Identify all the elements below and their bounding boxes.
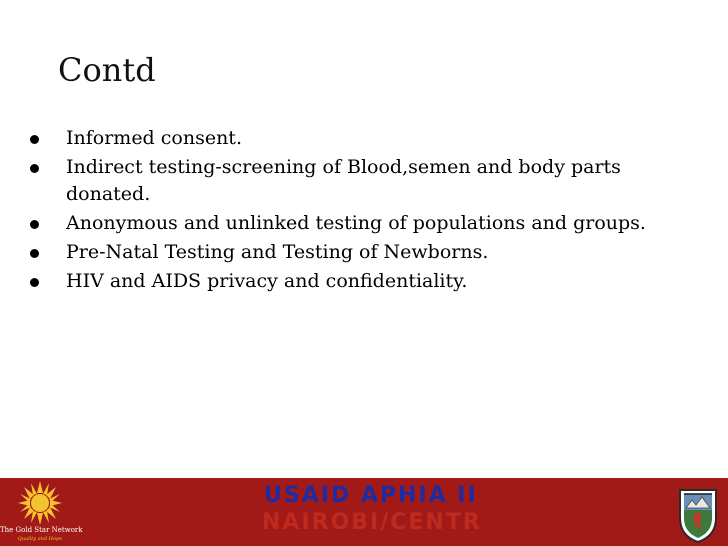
bullet-text: Indirect testing-screening of Blood,semen and body parts donated.	[66, 156, 621, 205]
bullet-text: Pre-Natal Testing and Testing of Newborns.	[66, 241, 489, 263]
bullet-dot-icon	[30, 278, 39, 287]
bullet-text: HIV and AIDS privacy and confidentiality.	[66, 270, 468, 292]
bullet-item	[28, 125, 708, 152]
footer-title-line2: NAIROBI/CENTR	[262, 510, 482, 535]
bullet-dot-icon	[30, 220, 39, 229]
bullet-dot-icon	[30, 164, 39, 173]
crest-icon	[678, 488, 718, 544]
bullet-dot-icon	[30, 249, 39, 258]
logo-name: The Gold Star Network	[0, 526, 83, 534]
bullet-item	[28, 239, 708, 266]
bullet-text: Informed consent.	[66, 127, 242, 149]
bullet-item	[28, 268, 708, 295]
bullet-item	[28, 154, 708, 208]
footer-title-line1: USAID APHIA II	[264, 483, 478, 508]
bullet-list	[28, 125, 708, 297]
bullet-text: Anonymous and unlinked testing of populations and groups.	[66, 212, 646, 234]
gold-star-logo	[0, 478, 83, 546]
sun-icon	[12, 481, 68, 527]
slide-title: Contd	[58, 51, 156, 89]
logo-tagline: Quality and Hope	[17, 536, 63, 542]
bullet-dot-icon	[30, 135, 39, 144]
bullet-item	[28, 210, 708, 237]
